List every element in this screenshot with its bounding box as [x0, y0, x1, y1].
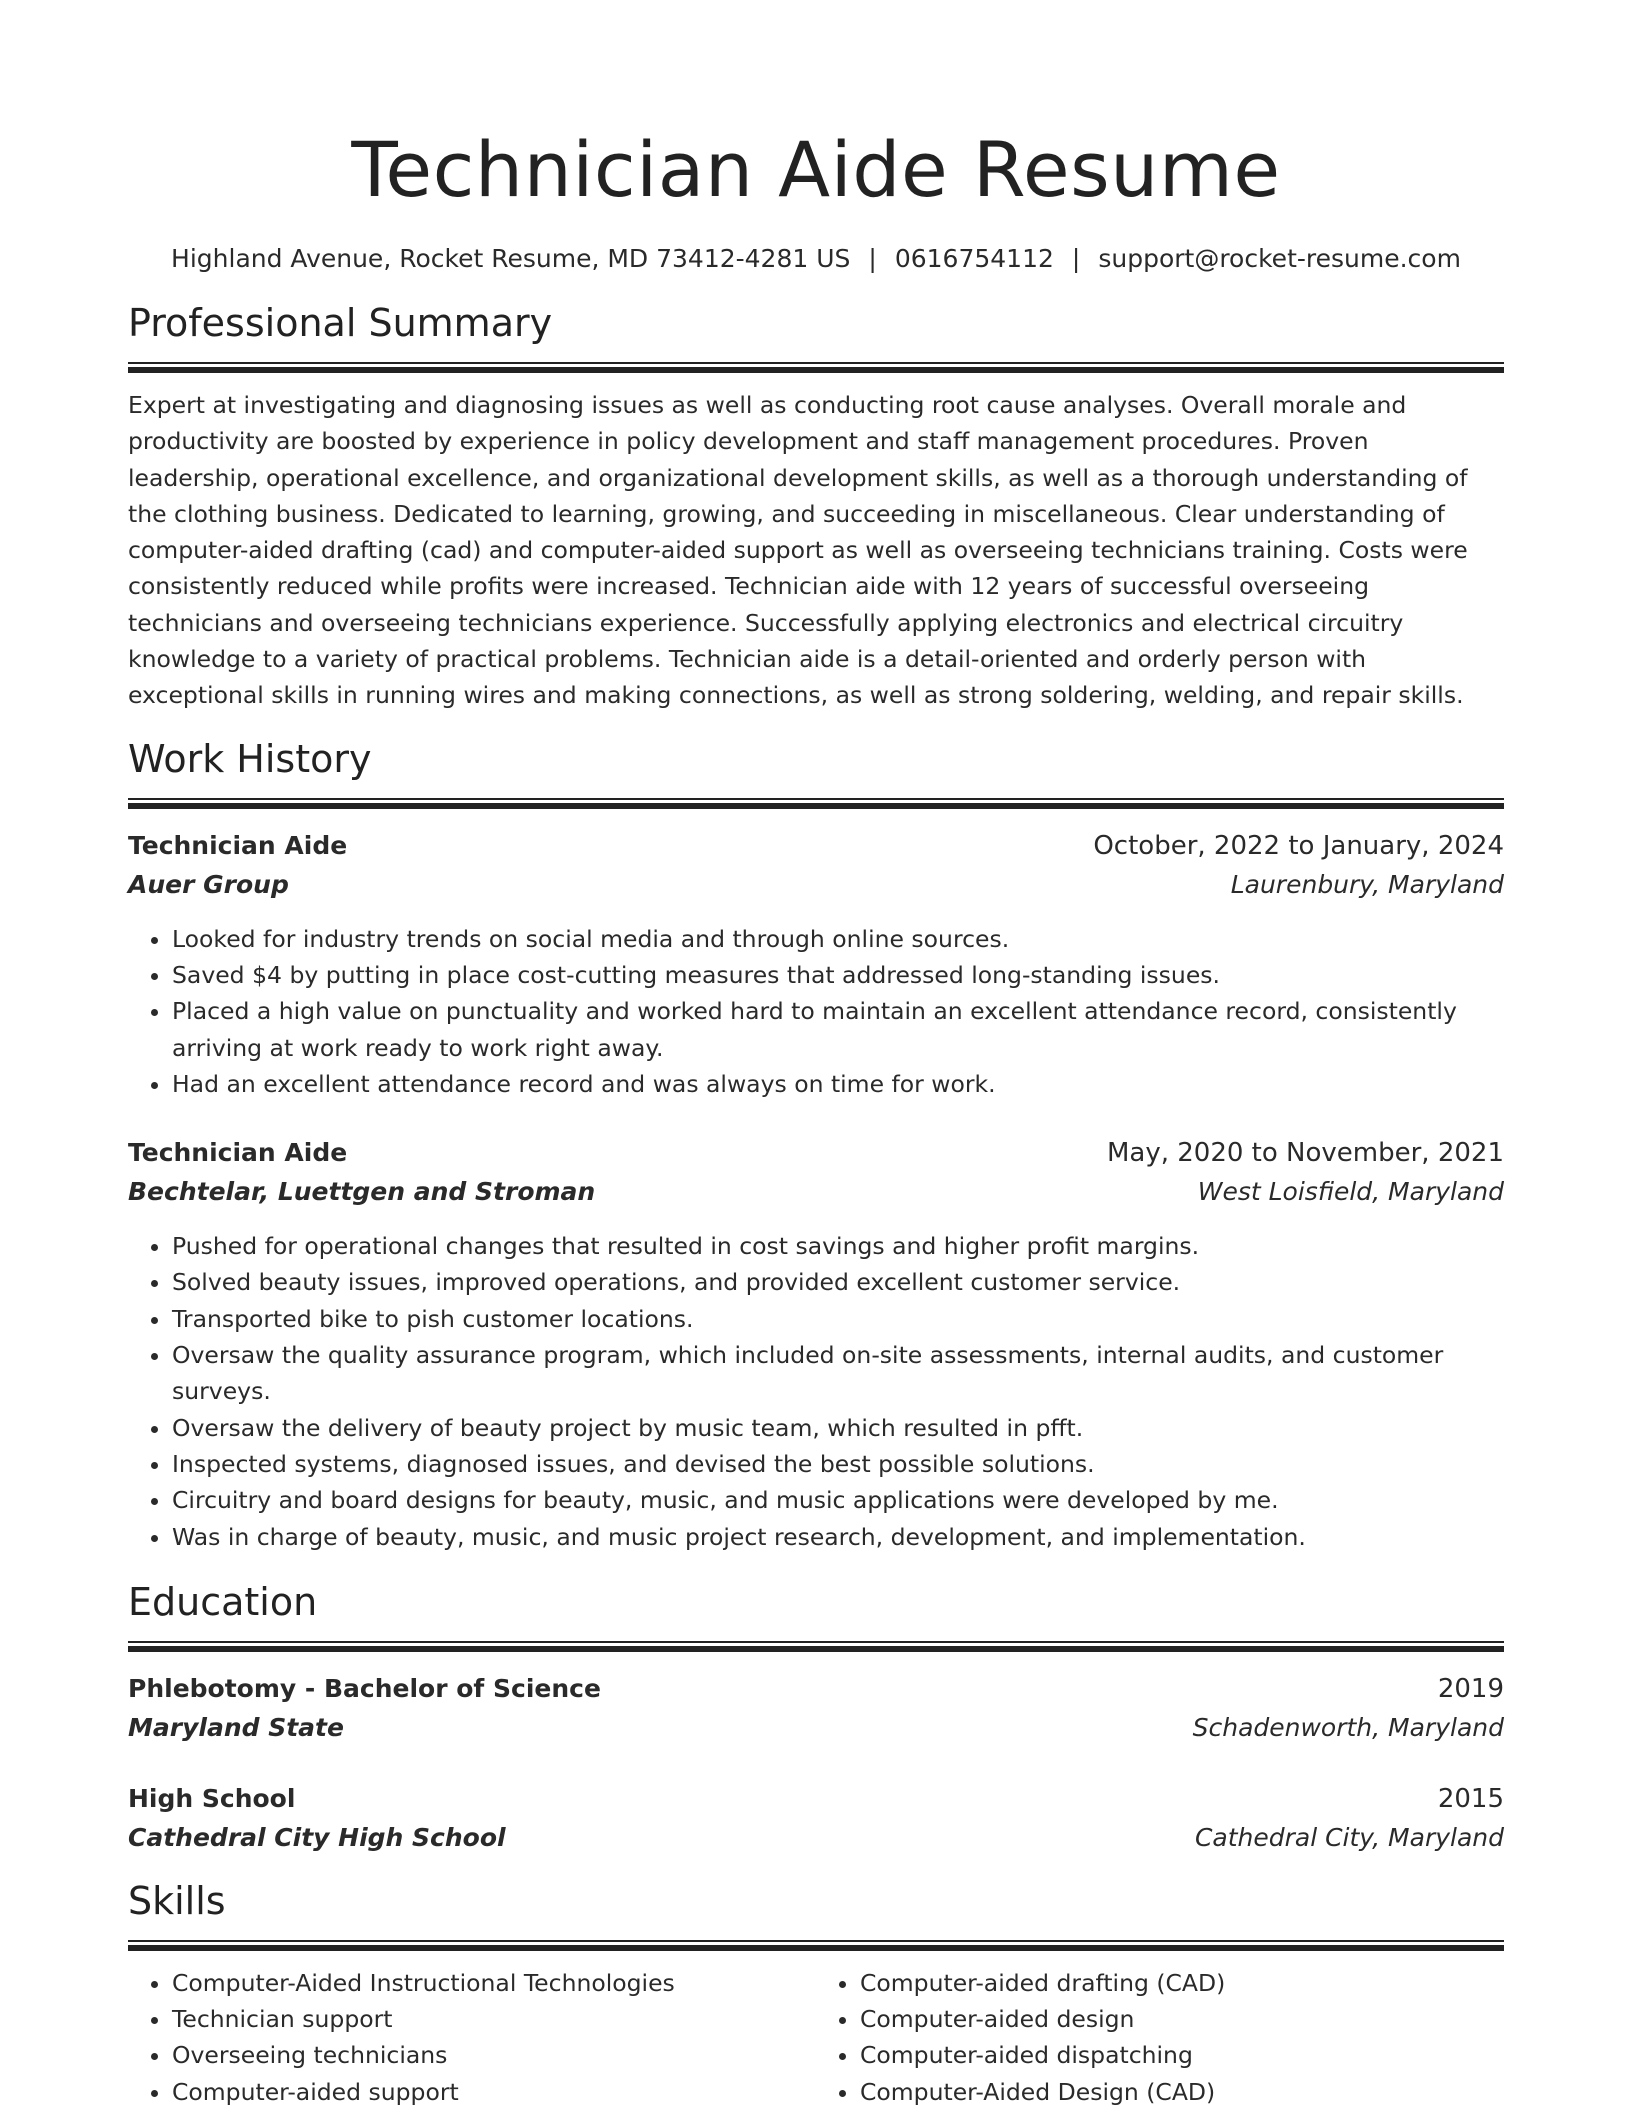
list-item: • Transported bike to pish customer locations. — [172, 1301, 1504, 1337]
education-school: Cathedral City High School — [128, 1822, 506, 1852]
list-item: • Had an excellent attendance record and was always on time for work. — [172, 1066, 1504, 1102]
list-item: • Inspected systems, diagnosed issues, and devised the best possible solutions. — [172, 1446, 1504, 1482]
contact-address: Highland Avenue, Rocket Resume, MD 73412-4281 US — [171, 244, 851, 273]
job-company: Bechtelar, Luettgen and Stroman — [128, 1177, 596, 1207]
education-header-row — [128, 1780, 1504, 1818]
list-item: • Computer-aided design — [860, 2001, 1504, 2037]
list-item: • Circuitry and board designs for beauty, music, and music applications were developed by me. — [172, 1482, 1504, 1518]
list-item: • Oversaw the quality assurance program, which included on-site assessments, internal audits, and customer surveys. — [172, 1337, 1504, 1410]
list-item: • Computer-Aided Design (CAD) — [860, 2074, 1504, 2110]
skills-list-right — [816, 1965, 1504, 2110]
list-item: • Computer-aided support — [172, 2074, 816, 2110]
education-school-row — [128, 1818, 1504, 1858]
list-item: • Computer-aided dispatching — [860, 2037, 1504, 2073]
education-year: 2015 — [1437, 1783, 1504, 1814]
list-item: • Oversaw the delivery of beauty project by music team, which resulted in pfft. — [172, 1410, 1504, 1446]
skills-heading: Skills — [128, 1878, 226, 1923]
education-entry — [128, 1780, 1504, 1858]
skills-section — [128, 1876, 1504, 2110]
job-company: Auer Group — [128, 869, 289, 899]
skills-columns — [128, 1951, 1504, 2110]
education-location: Cathedral City, Maryland — [1194, 1822, 1504, 1852]
job-entry — [128, 827, 1504, 1102]
job-title: Technician Aide — [128, 1138, 348, 1168]
contact-separator: | — [868, 244, 877, 273]
section-divider — [128, 798, 1504, 809]
job-company-row — [128, 865, 1504, 905]
contact-phone: 0616754112 — [894, 244, 1054, 273]
education-school-row — [128, 1708, 1504, 1748]
job-entry — [128, 1134, 1504, 1555]
list-item: • Saved $4 by putting in place cost-cutting measures that addressed long-standing issues. — [172, 957, 1504, 993]
contact-separator: | — [1071, 244, 1081, 273]
education-header-row — [128, 1670, 1504, 1708]
education-year: 2019 — [1437, 1673, 1504, 1704]
list-item: • Pushed for operational changes that resulted in cost savings and higher profit margins. — [172, 1228, 1504, 1264]
list-item: • Placed a high value on punctuality and worked hard to maintain an excellent attendance record, consistently arriving at work ready to work right away. — [172, 993, 1504, 1066]
job-bullets — [128, 921, 1504, 1102]
list-item: • Solved beauty issues, improved operations, and provided excellent customer service. — [172, 1264, 1504, 1300]
summary-section — [128, 298, 1504, 714]
section-divider — [128, 1940, 1504, 1951]
list-item: • Was in charge of beauty, music, and music project research, development, and implementation. — [172, 1519, 1504, 1555]
job-location: West Loisfield, Maryland — [1197, 1177, 1504, 1207]
education-entry — [128, 1670, 1504, 1748]
education-location: Schadenworth, Maryland — [1192, 1712, 1504, 1742]
resume-page — [128, 0, 1504, 2110]
job-title: Technician Aide — [128, 830, 348, 860]
job-company-row — [128, 1172, 1504, 1212]
contact-email: support@rocket-resume.com — [1098, 244, 1461, 273]
job-header-row — [128, 827, 1504, 865]
job-bullets — [128, 1228, 1504, 1555]
summary-heading: Professional Summary — [128, 301, 553, 345]
job-dates: October, 2022 to January, 2024 — [1093, 830, 1504, 861]
list-item: • Looked for industry trends on social media and through online sources. — [172, 921, 1504, 957]
skills-list-left — [128, 1965, 816, 2110]
education-degree: High School — [128, 1783, 296, 1813]
summary-text: Expert at investigating and diagnosing issues as well as conducting root cause analyses. Overall morale and productivity are boosted by experience in policy development and staff management procedures. Proven leadership, operational excellence, and organizational development skills, as well as a thorough understanding of the clothing business. Dedicated to learning, growing, and succeeding in miscellaneous. Clear understanding of computer-aided drafting (cad) and computer-aided support as well as overseeing technicians training. Costs were consistently reduced while profits were increased. Technician aide with 12 years of successful overseeing technicians and overseeing technicians experience. Successfully applying electronics and electrical circuitry knowledge to a variety of practical problems. Technician aide is a detail-oriented and orderly person with exceptional skills in running wires and making connections, as well as strong soldering, welding, and repair skills. — [128, 391, 1468, 710]
list-item: • Technician support — [172, 2001, 816, 2037]
list-item: • Computer-Aided Instructional Technologies — [172, 1965, 816, 2001]
list-item: • Overseeing technicians — [172, 2037, 816, 2073]
education-degree: Phlebotomy - Bachelor of Science — [128, 1673, 601, 1703]
contact-line — [128, 242, 1504, 276]
education-section — [128, 1577, 1504, 1858]
education-heading: Education — [128, 1579, 318, 1624]
job-location: Laurenbury, Maryland — [1230, 869, 1504, 899]
section-divider — [128, 1641, 1504, 1652]
resume-title: Technician Aide Resume — [351, 125, 1281, 214]
job-header-row — [128, 1134, 1504, 1172]
section-divider — [128, 362, 1504, 373]
list-item: • Computer-aided drafting (CAD) — [860, 1965, 1504, 2001]
work-history-section — [128, 734, 1504, 1555]
job-dates: May, 2020 to November, 2021 — [1106, 1138, 1504, 1169]
education-school: Maryland State — [128, 1712, 344, 1742]
work-history-heading: Work History — [128, 736, 372, 781]
